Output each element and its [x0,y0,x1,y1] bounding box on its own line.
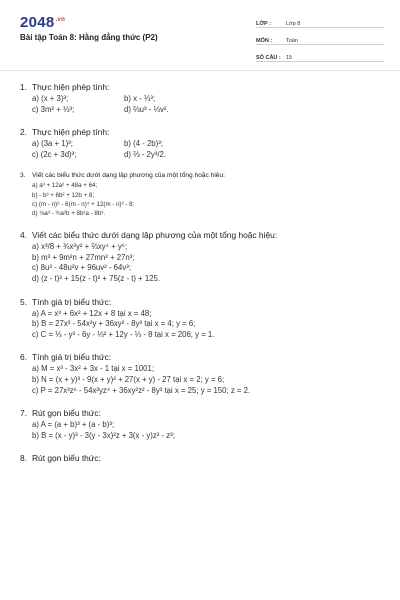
problem-text: Thực hiện phép tính: [32,82,110,92]
logo-suffix: .vn [55,17,66,23]
meta-value: 15 [286,55,293,61]
problem-item: d) ⅔ - 2y³/2. [124,149,167,159]
problem-text: Rút gọn biểu thức: [32,453,101,464]
problem-8 [20,453,384,463]
problem-number: 7. [20,408,27,419]
problem-number: 5. [20,296,27,307]
problem-title [20,127,384,137]
problem-items-row [20,150,384,161]
problem-title [20,352,384,362]
problem-item: a) x³/8 + ¾x²y² + ⅔xy⁴ + y⁶; [32,242,128,252]
problem-title [20,453,384,463]
problem-item: b) B = 27x³ - 54x²y + 36xy² - 8y³ tại x = 4; y = 6; [32,319,196,329]
problem-item: a) A = x³ + 6x² + 12x + 8 tại x = 48; [32,308,152,318]
problem-item: a) (x + 3)³; [32,94,69,103]
problem-item: d) ⅔u³ - ⅓v². [124,104,169,114]
problem-title [20,408,384,418]
problem-item: d) ⅛a³ - ¾a²b + 8b²a - 8b³. [32,209,106,217]
problem-item: a) a³ + 12a² + 48a + 64; [32,182,98,190]
problem-item: c) (m - n)⁶ - 6(m - n)⁴ + 12(m - n)² - 8; [32,200,135,208]
meta-value: Lớp 8 [286,21,301,27]
problem-6 [20,352,384,396]
problem-item: c) 3m² + ⅓³; [32,104,75,114]
problem-items-row [20,105,384,116]
meta-label: MÔN : [256,38,273,44]
worksheet-title: Bài tập Toán 8: Hằng đẳng thức (P2) [20,33,158,42]
problem-item: b) - b³ + 6b² + 12b + 8; [32,191,95,199]
problem-number: 6. [20,352,27,363]
problem-text: Tính giá trị biểu thức: [32,296,112,307]
meta-label: SỐ CÂU : [256,55,281,61]
problem-item: b) x - ⅓³; [124,94,156,103]
problem-1 [20,82,384,115]
problem-number: 3. [20,172,26,180]
problem-list [20,82,384,475]
meta-value: Toán [286,38,298,44]
problem-text: Viết các biểu thức dưới dạng lập phương của một tổng hoặc hiệu: [32,230,278,241]
problem-item: d) (z - t)³ + 15(z - t)² + 75(z - t) + 125. [32,273,161,283]
problem-number: 8. [20,453,27,464]
problem-number: 1. [20,82,27,92]
problem-number: 4. [20,230,27,241]
problem-item: c) (2c + 3d)³; [32,149,77,159]
problem-item: b) (4 - 2b)³; [124,139,163,149]
problem-text: Thực hiện phép tính: [32,127,110,138]
problem-item: a) A = (a + b)³ + (a - b)³; [32,420,115,430]
problem-item: a) M = x³ - 3x² + 3x - 1 tại x = 1001; [32,364,154,374]
problem-number: 2. [20,127,27,138]
problem-text: Viết các biểu thức dưới dạng lập phương của một tổng hoặc hiệu: [32,172,225,180]
worksheet-header [0,0,400,61]
problem-item: b) N = (x + y)³ - 9(x + y)² + 27(x + y) - 27 tại x = 2; y = 6; [32,374,225,384]
problem-4 [20,230,384,284]
header-divider [0,70,400,71]
site-logo[interactable]: $2048^{.vn}$ [20,14,66,31]
problem-item: c) 8u³ - 48u²v + 96uv² - 64v³; [32,263,132,273]
problem-items-row [20,94,384,105]
problem-item: c) P = 27x³z⁶ - 54x²yz⁴ + 36xy²z² - 8y³ tại x = 25; y = 150; z = 2. [32,385,251,395]
problem-item: b) m³ + 9m²n + 27mn² + 27n³; [32,252,135,262]
problem-5 [20,297,384,341]
problem-item: a) (3a + 1)³; [32,139,73,149]
problem-7 [20,408,384,441]
problem-title [20,297,384,307]
meta-class-row [256,14,384,28]
meta-subject-row [256,31,384,45]
problem-text: Rút gọn biểu thức: [32,408,101,419]
problem-3 [20,172,384,218]
problem-2 [20,127,384,160]
problem-item: b) B = (x - y)³ - 3(y - 3x)²z + 3(x - y)z² - z³; [32,430,175,440]
worksheet-meta [256,14,384,65]
meta-count-row [256,48,384,62]
problem-items-row [20,139,384,150]
problem-title [20,230,384,240]
problem-title [20,82,384,92]
meta-label: LỚP : [256,21,271,27]
problem-text: Tính giá trị biểu thức: [32,352,112,363]
problem-item: c) C = ⅓ - y³ - 6y - ⅓² + 12y - ⅓ - 8 tại x = 206; y = 1. [32,329,215,339]
problem-title [20,172,384,179]
